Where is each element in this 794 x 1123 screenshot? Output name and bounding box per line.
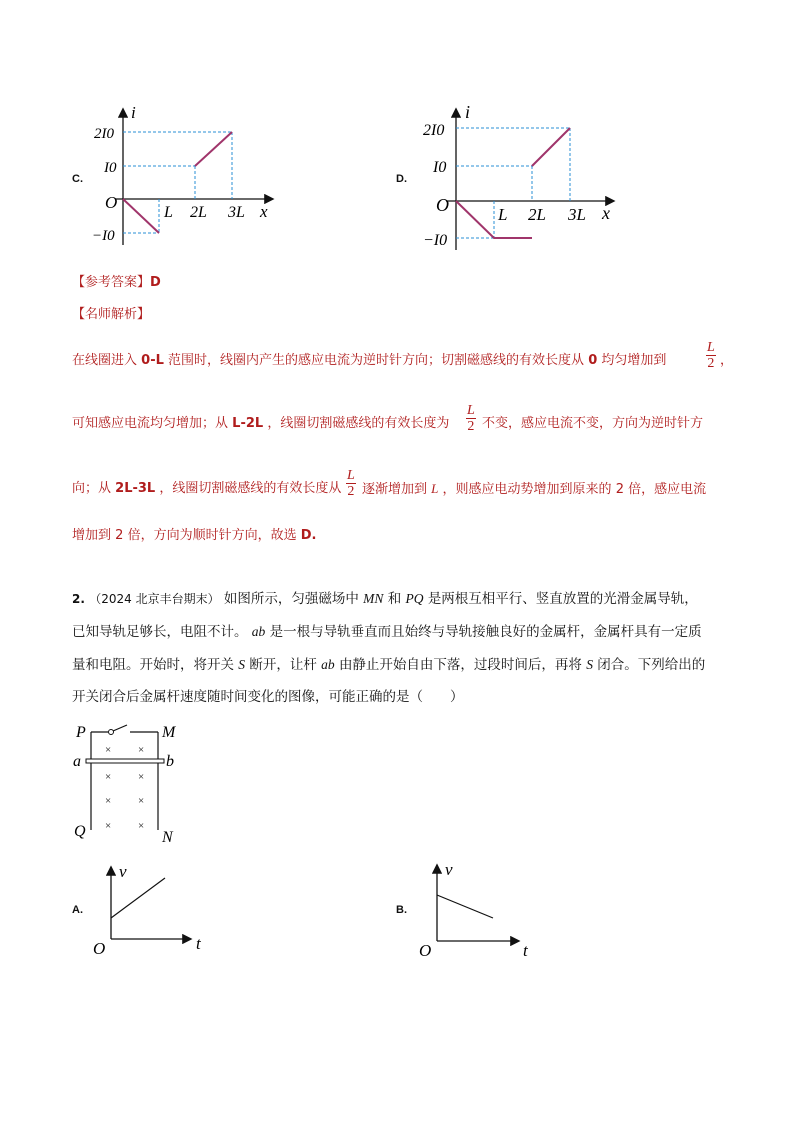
y-axis-label: i [465, 102, 471, 122]
option-a-label[interactable]: A. [72, 904, 83, 916]
question-source: （2024 北京丰台期末） [89, 592, 220, 606]
var-ab: ab [251, 624, 266, 639]
y-axis-label: i [131, 103, 136, 122]
analysis-line-2a [72, 415, 449, 433]
label-m: M [162, 724, 176, 741]
rod-ab [86, 759, 164, 763]
x-axis-label: t [523, 941, 528, 960]
y-axis-label: v [119, 862, 127, 881]
option-c-label[interactable]: C. [72, 173, 83, 185]
graph-b [418, 858, 548, 962]
x-tick-2l: 2L [190, 204, 207, 221]
text: 逐渐增加到 [362, 482, 428, 497]
switch-s [113, 725, 127, 731]
x-tick-3l: 3L [568, 205, 586, 224]
text: 增加到 [72, 528, 112, 543]
var-l: L [431, 481, 439, 496]
fraction-l-over-2 [346, 468, 356, 499]
text: 量和电阻。开始时，将开关 [72, 657, 234, 673]
fraction-numerator: L [707, 340, 715, 355]
origin-label: O [105, 193, 118, 212]
label-n: N [162, 829, 173, 846]
text: 均匀增加到 [601, 353, 667, 368]
var-s: S [586, 657, 593, 672]
analysis-line-2b: 不变，感应电流不变，方向为逆时针方 [482, 416, 704, 431]
text: ，线圈切割磁感线的有效长度为 [267, 416, 450, 431]
magnetic-field-marks [105, 744, 144, 832]
var-s: S [238, 657, 246, 672]
text: 闭合。下列给出的 [597, 657, 706, 673]
switch-contact [109, 730, 114, 735]
graph-d [418, 100, 628, 252]
label-q: Q [74, 823, 86, 840]
svg-text:×: × [105, 744, 112, 756]
analysis-label: 【名师解析】 [72, 307, 151, 322]
question-number: 2. [72, 592, 85, 606]
current-line-seg2 [195, 132, 232, 166]
svg-text:×: × [138, 820, 145, 832]
velocity-line [437, 895, 493, 918]
analysis-line-1 [72, 352, 666, 370]
text: 倍，方向为顺时针方向，故选 [127, 528, 297, 543]
range-0-l: 0-L [141, 353, 164, 368]
svg-text:×: × [138, 795, 145, 807]
label-a: a [73, 753, 81, 770]
answer-value: D [150, 275, 161, 290]
option-d-label[interactable]: D. [396, 173, 407, 185]
circuit-diagram [72, 722, 192, 847]
q2-line-1 [72, 590, 698, 608]
q2-line-3 [72, 656, 705, 674]
graph-c [90, 100, 290, 250]
svg-text:×: × [105, 820, 112, 832]
var-mn: MN [363, 591, 384, 606]
text: 如图所示，匀强磁场中 [223, 591, 359, 607]
answer-line [72, 271, 161, 290]
x-tick-l: L [498, 205, 508, 224]
text: 向；从 [72, 481, 112, 496]
text: 在线圈进入 [72, 353, 138, 368]
y-tick-neg-i0: −I0 [92, 228, 115, 244]
current-line-seg1 [123, 199, 159, 233]
text: 是两根互相平行、竖直放置的光滑金属导轨， [427, 591, 698, 607]
fraction-l-over-2 [706, 340, 716, 371]
fraction-denominator: 2 [707, 356, 715, 371]
answer-label: 【参考答案】 [72, 275, 151, 290]
value-0: 0 [588, 353, 598, 368]
label-b: b [166, 753, 174, 770]
svg-text:×: × [105, 771, 112, 783]
fraction-numerator: L [467, 403, 475, 418]
y-tick-i0: I0 [433, 159, 447, 176]
text: 由静止开始自由下落，过段时间后，再将 [338, 657, 582, 673]
option-b-label[interactable]: B. [396, 904, 407, 916]
origin-label: O [419, 941, 432, 960]
text: 断开，让杆 [249, 657, 317, 673]
x-tick-l: L [164, 204, 173, 221]
y-axis-label: v [445, 860, 453, 879]
fraction-denominator: 2 [347, 484, 355, 499]
x-axis-label: t [196, 934, 201, 953]
text: 范围时，线圈内产生的感应电流为逆时针方向；切割磁感线的有效长度从 [168, 353, 585, 368]
svg-text:×: × [105, 795, 112, 807]
text: 倍，感应电流 [628, 482, 707, 497]
text: ，则感应电动势增加到原来的 [442, 482, 612, 497]
var-ab: ab [321, 657, 335, 672]
analysis-line-3b [362, 480, 706, 499]
text: 是一根与导轨垂直而且始终与导轨接触良好的金属杆，金属杆具有一定质 [269, 624, 702, 640]
y-tick-2i0: 2I0 [94, 126, 114, 142]
y-tick-i0: I0 [104, 160, 117, 176]
x-tick-3l: 3L [228, 204, 245, 221]
var-pq: PQ [405, 591, 424, 606]
text: ，线圈切割磁感线的有效长度从 [159, 481, 342, 496]
graph-a [90, 860, 220, 960]
fraction-denominator: 2 [467, 419, 475, 434]
fraction-l-over-2 [466, 403, 476, 434]
origin-label: O [436, 195, 449, 215]
text: 已知导轨足够长，电阻不计。 [72, 624, 248, 640]
comma: ， [720, 353, 734, 368]
range-l-2l: L-2L [232, 416, 264, 431]
q2-line-2 [72, 623, 702, 641]
current-line-seg2 [532, 128, 570, 166]
y-tick-neg-i0: −I0 [423, 232, 448, 249]
svg-text:×: × [138, 744, 145, 756]
x-axis-label: x [260, 202, 268, 221]
fraction-numerator: L [347, 468, 355, 483]
label-p: P [76, 724, 86, 741]
analysis-line-4 [72, 527, 316, 545]
text: 可知感应电流均匀增加；从 [72, 416, 229, 431]
y-tick-2i0: 2I0 [423, 122, 445, 139]
velocity-line [111, 878, 165, 918]
x-axis-label: x [602, 203, 610, 223]
x-tick-2l: 2L [528, 205, 546, 224]
svg-text:×: × [138, 771, 145, 783]
text: 和 [387, 591, 402, 607]
value-2: 2 [615, 482, 624, 497]
value-2: 2 [115, 528, 124, 543]
choice-d: D. [300, 528, 317, 543]
q2-line-4: 开关闭合后金属杆速度随时间变化的图像，可能正确的是（ ） [72, 689, 464, 705]
origin-label: O [93, 939, 106, 958]
analysis-line-3a [72, 480, 341, 498]
range-2l-3l: 2L-3L [115, 481, 156, 496]
